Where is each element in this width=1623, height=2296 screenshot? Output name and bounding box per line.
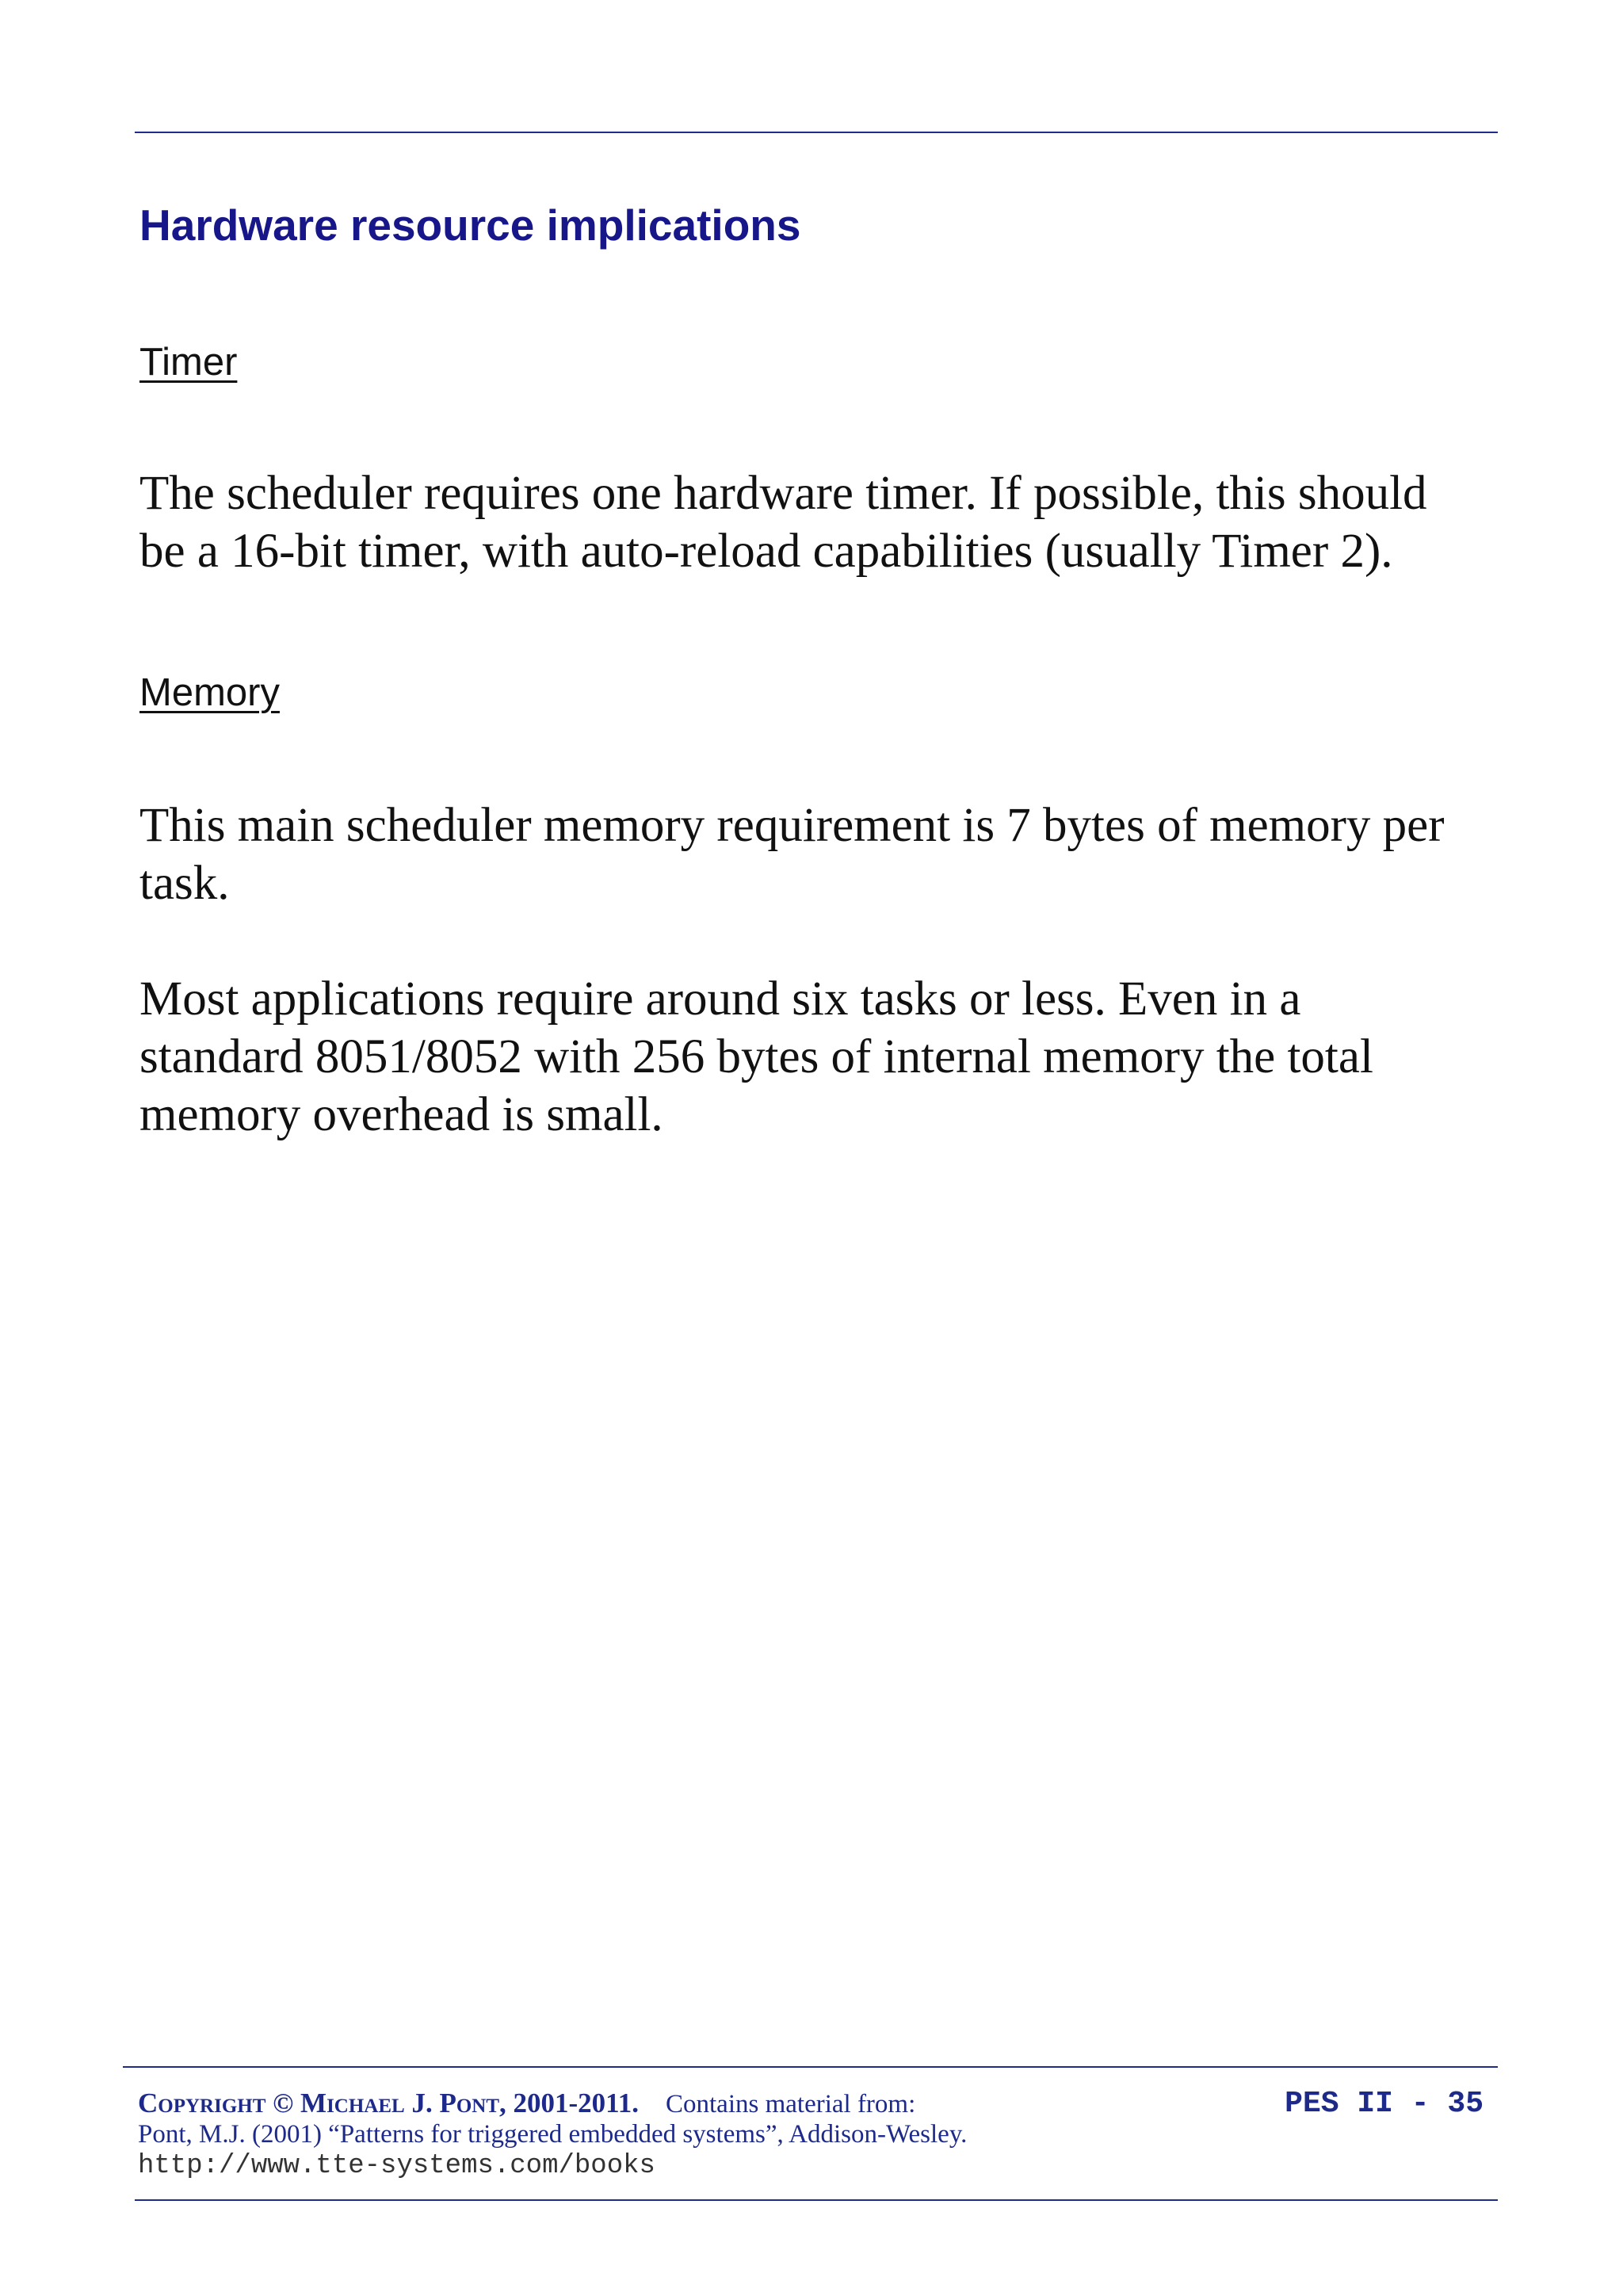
footer-top-rule	[123, 2066, 1498, 2068]
paragraph-memory-requirement	[139, 797, 1503, 912]
page-title: Hardware resource implications	[139, 201, 801, 250]
section-heading-memory: Memory	[139, 671, 280, 714]
footer-bottom-rule	[135, 2199, 1498, 2201]
footer-url-link[interactable]: http://www.tte-systems.com/books	[138, 2151, 655, 2181]
section-heading-timer: Timer	[139, 341, 238, 384]
header-rule	[135, 132, 1498, 133]
paragraph-line: Most applications require around six tasks or less. Even in a	[139, 972, 1301, 1026]
footer-contains: Contains material from:	[666, 2090, 916, 2118]
paragraph-memory-overhead	[139, 970, 1503, 1144]
page-number: PES II - 35	[1285, 2087, 1484, 2121]
paragraph-line: This main scheduler memory requirement is 7 bytes of memory per	[139, 799, 1445, 852]
paragraph-line: task.	[139, 857, 230, 910]
paragraph-line: memory overhead is small.	[139, 1088, 663, 1141]
paragraph-timer	[139, 464, 1503, 580]
footer-copyright-line	[138, 2087, 915, 2121]
paragraph-line: standard 8051/8052 with 256 bytes of internal memory the total	[139, 1030, 1373, 1083]
footer-copyright: Copyright © Michael J. Pont, 2001-2011.	[138, 2088, 639, 2118]
footer-citation: Pont, M.J. (2001) “Patterns for triggered embedded systems”, Addison-Wesley.	[138, 2120, 968, 2149]
paragraph-line: be a 16-bit timer, with auto-reload capabilities (usually Timer 2).	[139, 525, 1393, 578]
paragraph-line: The scheduler requires one hardware timer. If possible, this should	[139, 467, 1427, 520]
